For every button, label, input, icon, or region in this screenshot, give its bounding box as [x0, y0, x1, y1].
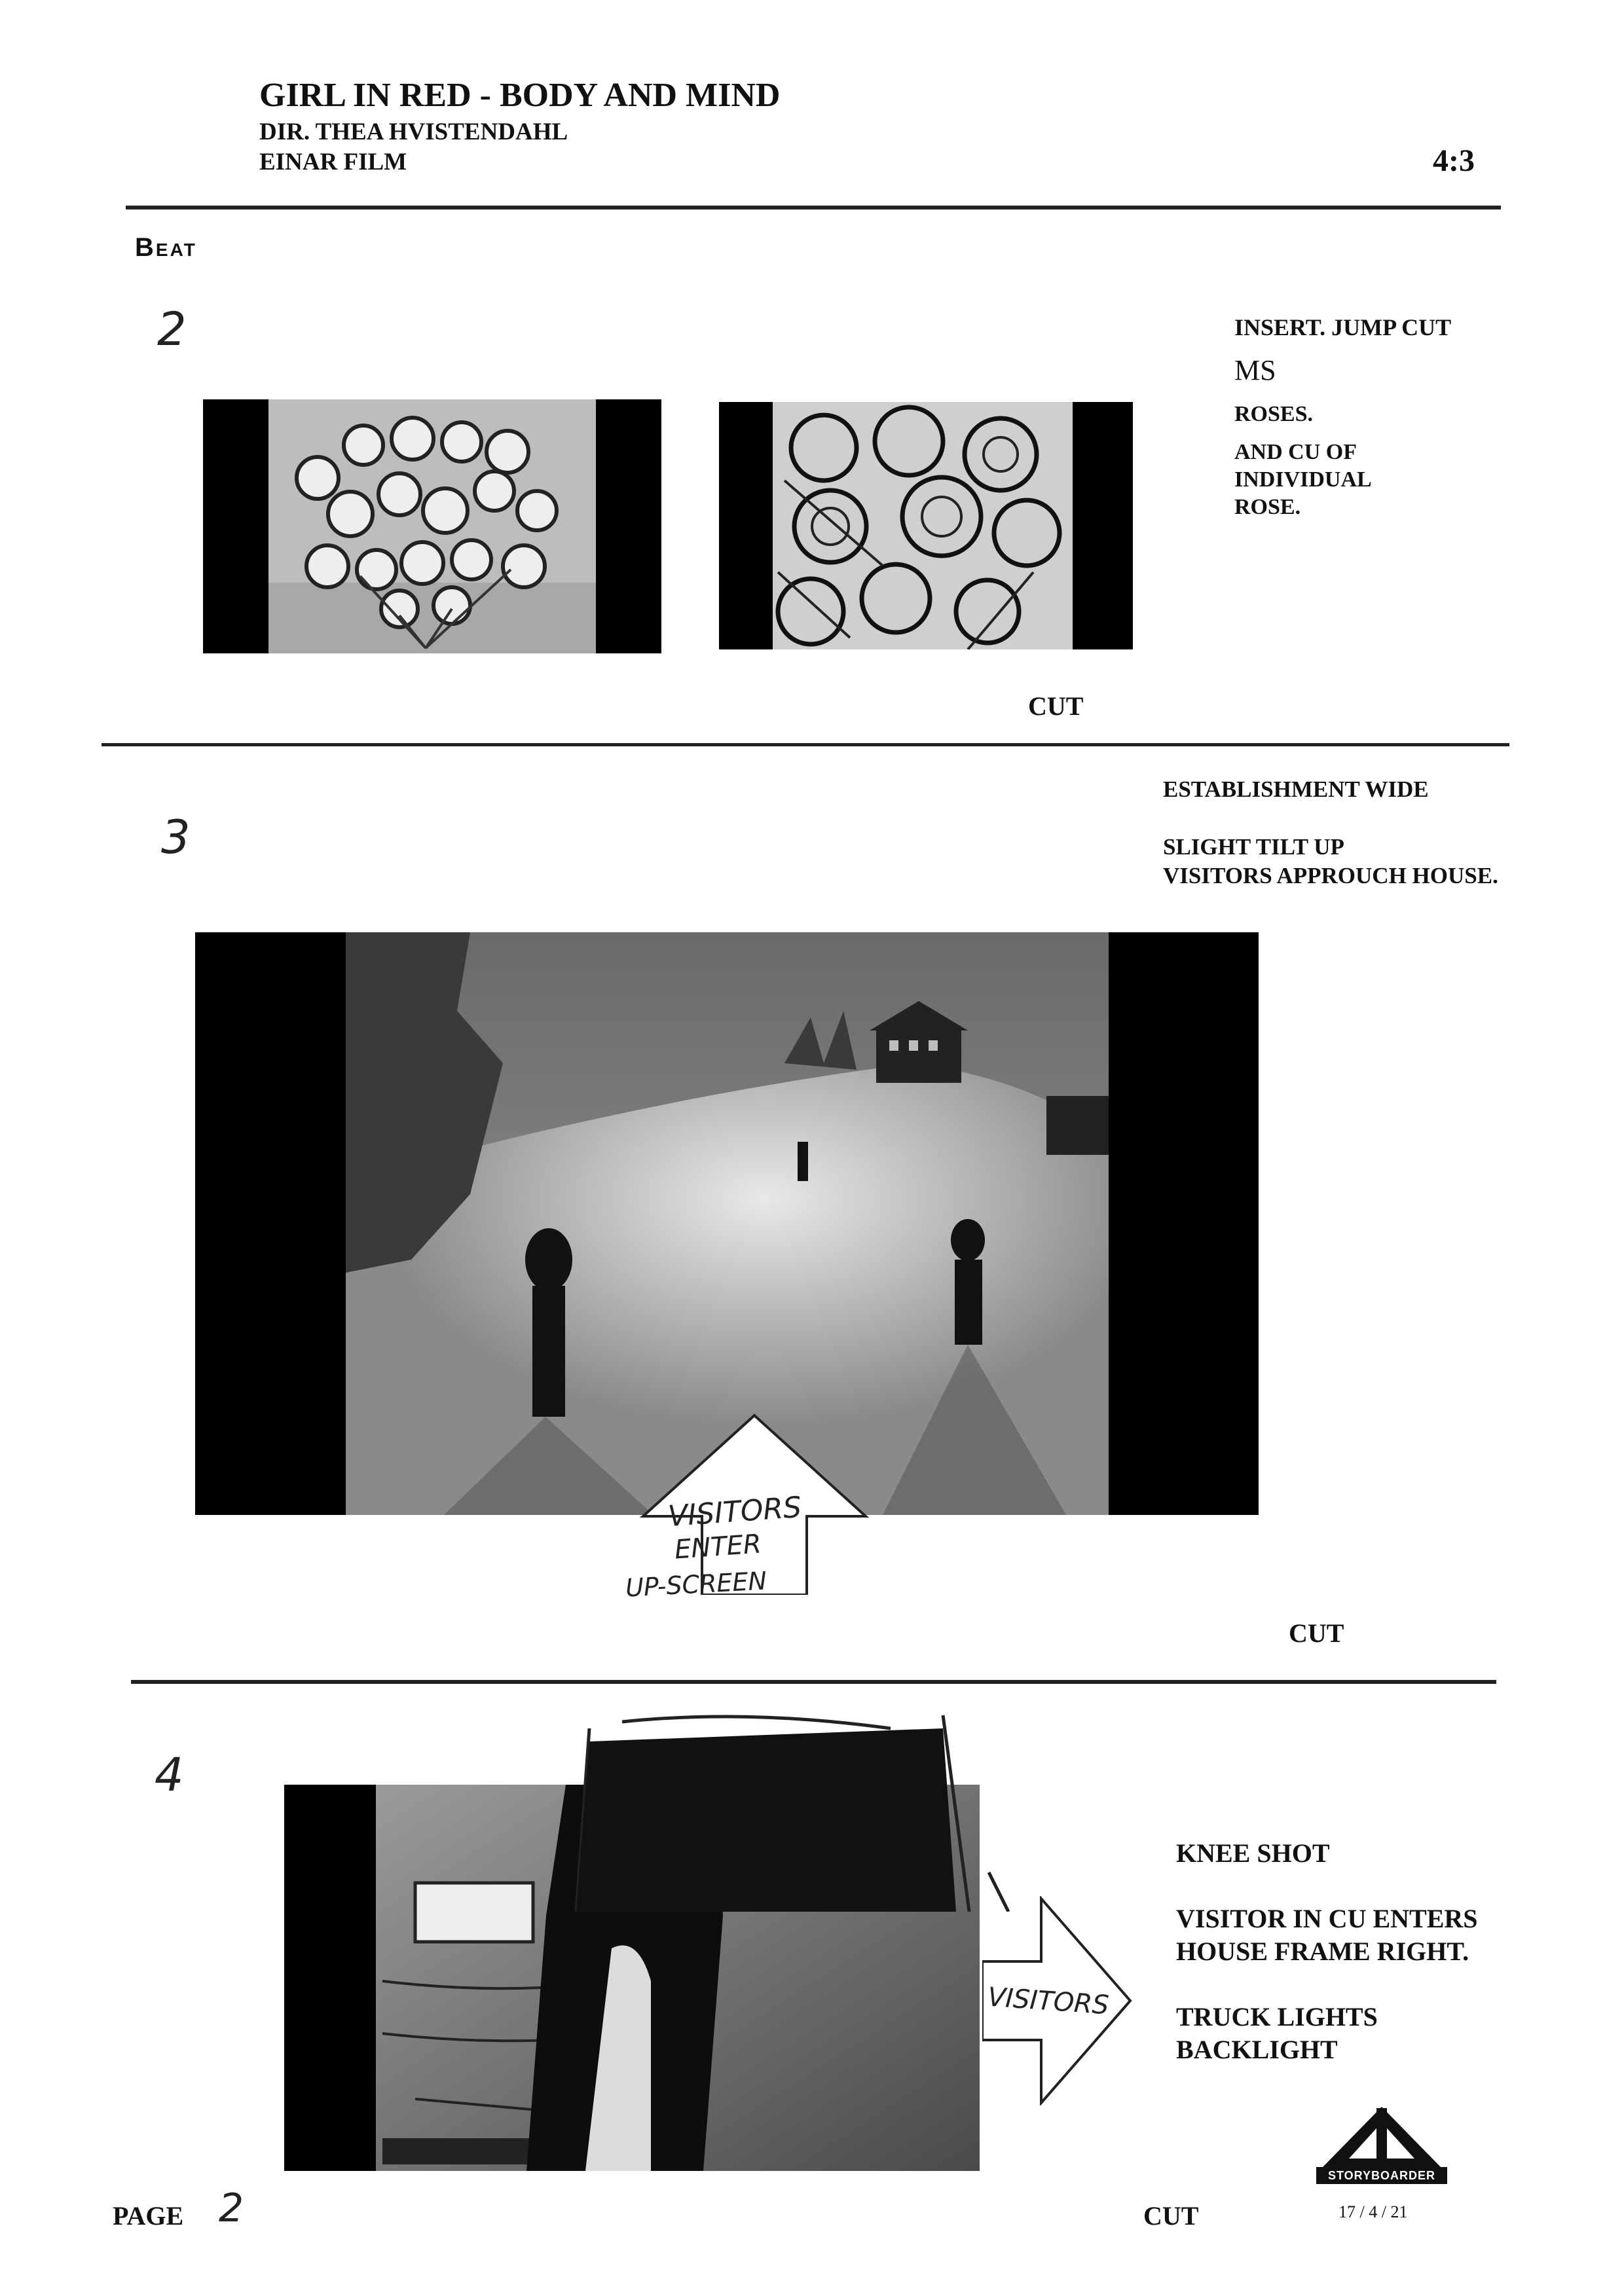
- panel-4-note-line: KNEE SHOT: [1176, 1838, 1330, 1868]
- panel-number: 3: [161, 811, 191, 864]
- panel-3-note-line: VISITORS APPROUCH HOUSE.: [1163, 863, 1498, 888]
- storyboard-date: 17 / 4 / 21: [1338, 2202, 1408, 2221]
- section-label: Beat: [135, 233, 197, 262]
- panel-divider: [101, 743, 1509, 746]
- panel-2-note-line: MS: [1234, 354, 1276, 386]
- panel-3-note-line: SLIGHT TILT UP: [1163, 834, 1344, 860]
- director-line: DIR. THEA HVISTENDAHL: [259, 118, 568, 145]
- panel-4-note-line: HOUSE FRAME RIGHT.: [1176, 1937, 1469, 1966]
- page-number: 2: [219, 2185, 244, 2231]
- panel-2-frame-a: [203, 399, 661, 653]
- panel-4-transition: CUT: [1143, 2201, 1199, 2231]
- rose-closeup-sketch: [719, 402, 1133, 649]
- panel-2-transition: CUT: [1028, 691, 1084, 721]
- panel-3-transition: CUT: [1289, 1618, 1344, 1648]
- page-label: PAGE: [113, 2201, 184, 2231]
- panel-2-note-line: ROSES.: [1234, 402, 1313, 426]
- storyboarder-logo: [1316, 2103, 1447, 2188]
- panel-3-arrow-label: UP-SCREEN: [624, 1566, 767, 1603]
- panel-2-note-line: INDIVIDUAL: [1234, 467, 1372, 492]
- roses-bouquet-sketch: [203, 399, 661, 653]
- panel-4-arrow-label: VISITORS: [986, 1982, 1110, 2021]
- panel-divider: [131, 1680, 1496, 1684]
- panel-2-note-line: ROSE.: [1234, 495, 1301, 519]
- storyboarder-logo-text: STORYBOARDER: [1316, 2167, 1447, 2184]
- panel-2-note-line: INSERT. JUMP CUT: [1234, 314, 1452, 340]
- storyboarder-logo-icon: [1316, 2103, 1447, 2168]
- aspect-ratio: 4:3: [1433, 143, 1475, 178]
- visitor-figure-sketch: [550, 1702, 1022, 1912]
- panel-4-note-line: VISITOR IN CU ENTERS: [1176, 1904, 1478, 1933]
- panel-3-note-line: ESTABLISHMENT WIDE: [1163, 776, 1429, 802]
- panel-4-note-line: BACKLIGHT: [1176, 2035, 1338, 2064]
- panel-2-frame-b: [719, 402, 1133, 649]
- panel-4-note-line: TRUCK LIGHTS: [1176, 2002, 1378, 2032]
- panel-2-note-line: AND CU OF: [1234, 440, 1357, 464]
- header-divider: [126, 206, 1501, 210]
- storyboard-title: GIRL IN RED - BODY AND MIND: [259, 77, 781, 114]
- panel-3-arrow-label: ENTER: [673, 1529, 763, 1565]
- company-line: EINAR FILM: [259, 149, 407, 175]
- panel-number: 2: [157, 302, 187, 356]
- panel-number: 4: [155, 1748, 184, 1802]
- panel-3-arrow-label: VISITORS: [667, 1490, 803, 1534]
